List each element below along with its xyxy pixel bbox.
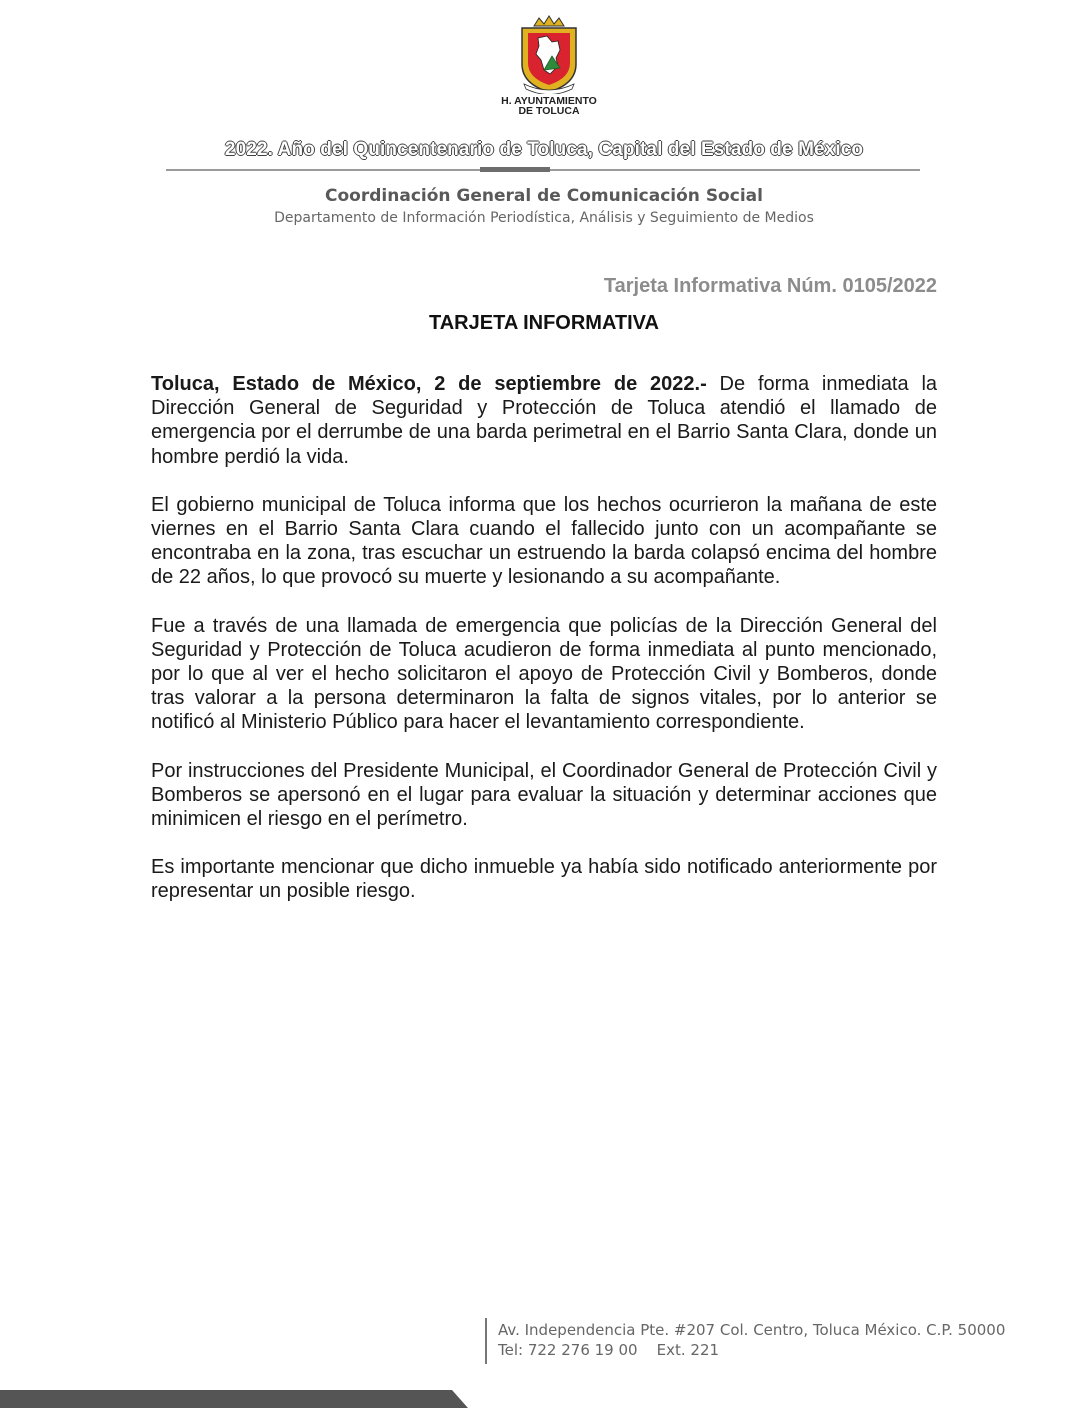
footer-contact [498, 1320, 1005, 1360]
year-title: 2022. Año del Quincentenario de Toluca, Capital del Estado de México [224, 139, 864, 160]
logo-text-line1: H. AYUNTAMIENTO [501, 95, 597, 107]
coordination-title: Coordinación General de Comunicación Social [325, 186, 763, 206]
dateline: Toluca, Estado de México, 2 de septiembre de 2022.- [151, 373, 707, 395]
header-divider-accent [480, 167, 550, 172]
bottom-band [0, 1386, 1088, 1408]
paragraph-3: Fue a través de una llamada de emergencia que policías de la Dirección General del Seguridad y Protección de Toluca acudieron de forma inmediata al punto mencionado, por lo que al ver el hecho solicitaron el apoyo de Protección Civil y Bomberos, donde tras valorar a la persona determinaron la falta de signos vitales, por lo anterior se notificó al Ministerio Público para hacer el levantamiento correspondiente. [151, 614, 937, 734]
paragraph-2: El gobierno municipal de Toluca informa que los hechos ocurrieron la mañana de este viernes en el Barrio Santa Clara cuando el fallecido junto con un acompañante se encontraba en la zona, tras escuchar un estruendo la barda colapsó encima del hombre de 22 años, lo que provocó su muerte y lesionando a su acompañante. [151, 493, 937, 589]
paragraph-1 [151, 372, 937, 469]
footer-phone: Tel: 722 276 19 00 Ext. 221 [498, 1341, 720, 1359]
footer-address: Av. Independencia Pte. #207 Col. Centro, Toluca México. C.P. 50000 [498, 1321, 1006, 1339]
document-body [151, 372, 937, 928]
footer-divider [485, 1318, 487, 1364]
card-number: Tarjeta Informativa Núm. 0105/2022 [603, 275, 937, 297]
paragraph-1-text: De forma inmediata la Dirección General de Seguridad y Protección de Toluca atendió el llamado de emergencia por el derrumbe de una barda perimetral en el Barrio Santa Clara, donde un hombre perdió la vida. [151, 373, 938, 468]
paragraph-4: Por instrucciones del Presidente Municipal, el Coordinador General de Protección Civil y Bomberos se apersonó en el lugar para evaluar la situación y determinar acciones que minimicen el riesgo en el perímetro. [151, 759, 937, 831]
paragraph-5: Es importante mencionar que dicho inmueble ya había sido notificado anteriormente por representar un posible riesgo. [151, 856, 937, 903]
department-title: Departamento de Información Periodística, Análisis y Seguimiento de Medios [274, 210, 814, 226]
card-title: TARJETA INFORMATIVA [429, 312, 659, 334]
coat-of-arms-icon [514, 14, 584, 94]
logo-text-line2: DE TOLUCA [518, 105, 580, 117]
toluca-logo [493, 14, 605, 116]
